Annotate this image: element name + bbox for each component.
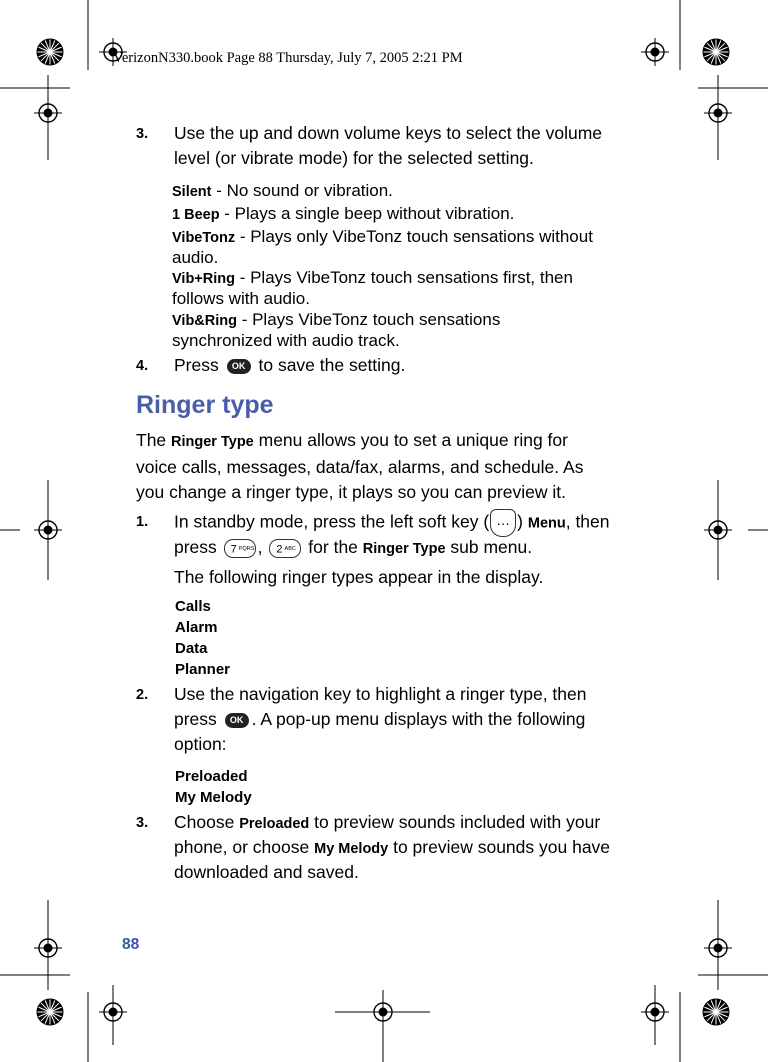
- list-item: Preloaded: [175, 768, 248, 785]
- definition-term: 1 Beep: [172, 207, 220, 223]
- step-number: 2.: [136, 687, 149, 703]
- print-header: VerizonN330.book Page 88 Thursday, July 7, 2005 2:21 PM: [113, 50, 463, 66]
- step-text: press 7 PQRS , 2 ABC for the Ringer Type sub menu.: [174, 537, 533, 557]
- step-text: level (or vibrate mode) for the selected setting.: [174, 148, 534, 168]
- ringer-type-list: [175, 596, 230, 680]
- step-text: Use the up and down volume keys to select the volume: [174, 123, 603, 143]
- ringer-type-term: Ringer Type: [171, 434, 254, 450]
- ok-key-icon: OK: [227, 359, 251, 374]
- ok-key-icon: OK: [225, 713, 249, 728]
- list-item: My Melody: [175, 789, 252, 806]
- step-text: option:: [174, 734, 227, 754]
- definition-vib-ring: Vib+Ring - Plays VibeTonz touch sensations first, then follows with audio.: [172, 268, 573, 308]
- step-text: In standby mode, press the left soft key ( … ) Menu, then: [174, 509, 610, 537]
- key-2-icon: 2 ABC: [269, 539, 301, 558]
- definition-term: Vib&Ring: [172, 313, 237, 329]
- left-soft-key-icon: …: [490, 509, 516, 537]
- definition-term: VibeTonz: [172, 230, 236, 246]
- preloaded-term: Preloaded: [239, 816, 310, 832]
- step-text: downloaded and saved.: [174, 862, 359, 882]
- step-text: Choose Preloaded to preview sounds included with your: [174, 812, 601, 832]
- definition-term: Vib+Ring: [172, 271, 235, 287]
- menu-term: Menu: [527, 515, 566, 532]
- list-item: Data: [175, 640, 208, 657]
- page-number: 88: [122, 936, 140, 953]
- key-7-icon: 7 PQRS: [224, 539, 256, 558]
- step-number: 1.: [136, 514, 149, 530]
- list-item: Planner: [175, 661, 231, 678]
- definition-term: Silent: [172, 184, 212, 200]
- step-text: phone, or choose My Melody to preview sounds you have: [174, 837, 611, 857]
- step-text: Press OK to save the setting.: [174, 355, 406, 375]
- step-note: The following ringer types appear in the display.: [174, 567, 544, 587]
- step-text: Use the navigation key to highlight a ringer type, then: [174, 684, 587, 704]
- section-title: Ringer type: [136, 391, 274, 419]
- step-number: 3.: [136, 126, 149, 142]
- definition-silent: Silent - No sound or vibration.: [172, 181, 393, 200]
- list-item: Calls: [175, 598, 211, 615]
- my-melody-term: My Melody: [314, 841, 389, 857]
- step-text: press OK . A pop-up menu displays with the following: [174, 709, 586, 729]
- step-number: 3.: [136, 815, 149, 831]
- definition-vib-and-ring: Vib&Ring - Plays VibeTonz touch sensations synchronized with audio track.: [172, 310, 501, 350]
- list-item: Alarm: [175, 619, 218, 636]
- intro-paragraph: The Ringer Type menu allows you to set a unique ring for voice calls, messages, data/fax, alarms, and schedule. As you change a ringer type, it plays so you can preview it.: [136, 430, 584, 502]
- definition-1-beep: 1 Beep - Plays a single beep without vibration.: [172, 204, 515, 223]
- definition-vibetonz: VibeTonz - Plays only VibeTonz touch sensations without audio.: [172, 227, 593, 267]
- step-number: 4.: [136, 358, 149, 374]
- popup-option-list: [175, 766, 252, 808]
- ringer-type-term: Ringer Type: [362, 541, 446, 557]
